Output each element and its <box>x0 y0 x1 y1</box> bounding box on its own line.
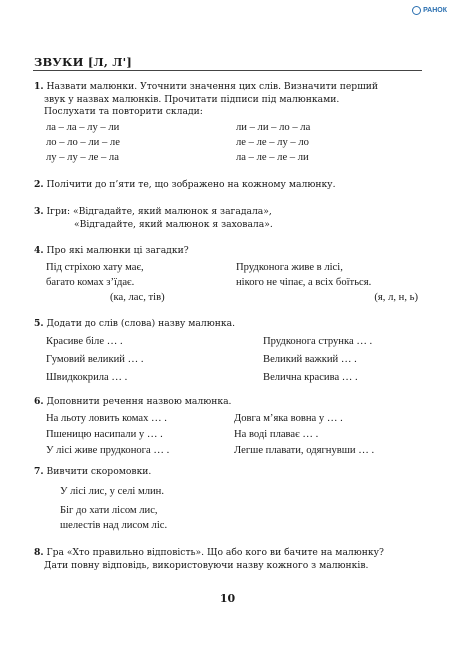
task-8-number: 8. <box>34 547 44 558</box>
task-5-right <box>263 333 372 387</box>
sentence: У лісі живе прудконога … . <box>46 445 170 456</box>
task-5-text: Додати до слів (слова) назву малюнка. <box>46 318 235 329</box>
task-7-number: 7. <box>34 466 44 477</box>
task-1-syllables-right <box>236 120 310 165</box>
riddle-answer: (я, л, н, ь) <box>374 292 418 303</box>
task-8-line-1: Гра «Хто правильно відповість». Що або кого ви бачите на малюнку? <box>46 547 384 558</box>
task-3-number: 3. <box>34 206 44 217</box>
task-5-number: 5. <box>34 318 44 329</box>
logo-icon <box>412 6 421 15</box>
page-title: ЗВУКИ [Л, Л'] <box>34 55 133 69</box>
riddle-line: Під стріхою хату має, <box>46 262 144 273</box>
task-6-text: Доповнити речення назвою малюнка. <box>46 396 232 407</box>
tongue-twister-line: Біг до хати лісом лис, <box>60 505 158 516</box>
riddle-line: Прудконога живе в лісі, <box>236 262 343 273</box>
task-3-line-2: «Відгадайте, який малюнок я заховала». <box>74 218 273 230</box>
task-6-right <box>234 411 374 459</box>
phrase: Великий важкий … . <box>263 354 357 365</box>
phrase: Швидкокрила … . <box>46 372 128 383</box>
task-7-text: Вивчити скоромовки. <box>46 466 152 477</box>
task-4-text: Про які малюнки ці загадки? <box>46 245 189 256</box>
task-5-left <box>46 333 144 387</box>
phrase: Красиве біле … . <box>46 336 123 347</box>
task-1-line-3: Послухати та повторити склади: <box>44 106 203 117</box>
task-1-line-1: Назвати малюнки. Уточнити значення цих слів. Визначити перший <box>46 81 378 92</box>
tongue-twister-2 <box>60 503 167 533</box>
task-1-line-2: звук у назвах малюнків. Прочитати підписи під малюнками. <box>44 93 340 105</box>
task-8 <box>34 547 425 572</box>
syllable-row: ли – ли – ло – ла <box>236 122 311 133</box>
header-divider <box>33 70 422 71</box>
tongue-twister-1 <box>60 484 164 499</box>
task-6 <box>34 396 425 409</box>
tongue-twister-line: шелестів над лисом ліс. <box>60 520 168 531</box>
sentence: Пшеницю насипали у … . <box>46 429 163 440</box>
task-8-line-2: Дати повну відповідь, використовуючи назву кожного з малюнків. <box>44 559 369 571</box>
phrase: Гумовий великий … . <box>46 354 144 365</box>
task-7 <box>34 466 425 479</box>
riddle-line: багато комах з’їдає. <box>46 277 135 288</box>
syllable-row: ле – ле – лу – ло <box>236 137 309 148</box>
task-5 <box>34 318 425 331</box>
task-4 <box>34 245 425 258</box>
task-6-number: 6. <box>34 396 44 407</box>
syllable-row: ла – ла – лу – ли <box>46 122 120 133</box>
page-number: 10 <box>219 592 236 605</box>
task-3-line-1: Ігри: «Відгадайте, який малюнок я загадала», <box>46 206 272 217</box>
riddle-left <box>46 260 165 305</box>
task-2-text: Полічити до п’яти те, що зображено на кожному малюнку. <box>46 179 336 190</box>
task-1-syllables-left <box>46 120 120 165</box>
task-2-number: 2. <box>34 179 44 190</box>
phrase: Прудконога струнка … . <box>263 336 373 347</box>
task-6-left <box>46 411 169 459</box>
task-1 <box>34 81 425 119</box>
task-4-number: 4. <box>34 245 44 256</box>
syllable-row: ла – ле – ле – ли <box>236 152 309 163</box>
riddle-answer: (ка, лас, тів) <box>110 292 165 303</box>
tongue-twister-line: У лісі лис, у селі млин. <box>60 486 164 497</box>
task-2 <box>34 179 425 192</box>
phrase: Велична красива … . <box>263 372 358 383</box>
publisher-logo <box>412 6 447 15</box>
task-1-number: 1. <box>34 81 44 92</box>
logo-text: РАНОК <box>423 7 447 14</box>
syllable-row: лу – лу – ле – ла <box>46 152 119 163</box>
riddle-right <box>236 260 418 305</box>
sentence: На воді плаває … . <box>234 429 319 440</box>
sentence: Легше плавати, одягнувши … . <box>234 445 375 456</box>
sentence: Довга м’яка вовна у … . <box>234 413 343 424</box>
task-3 <box>34 206 425 231</box>
syllable-row: ло – ло – ли – ле <box>46 137 120 148</box>
sentence: На льоту ловить комах … . <box>46 413 167 424</box>
riddle-line: нікого не чіпає, а всіх боїться. <box>236 277 372 288</box>
